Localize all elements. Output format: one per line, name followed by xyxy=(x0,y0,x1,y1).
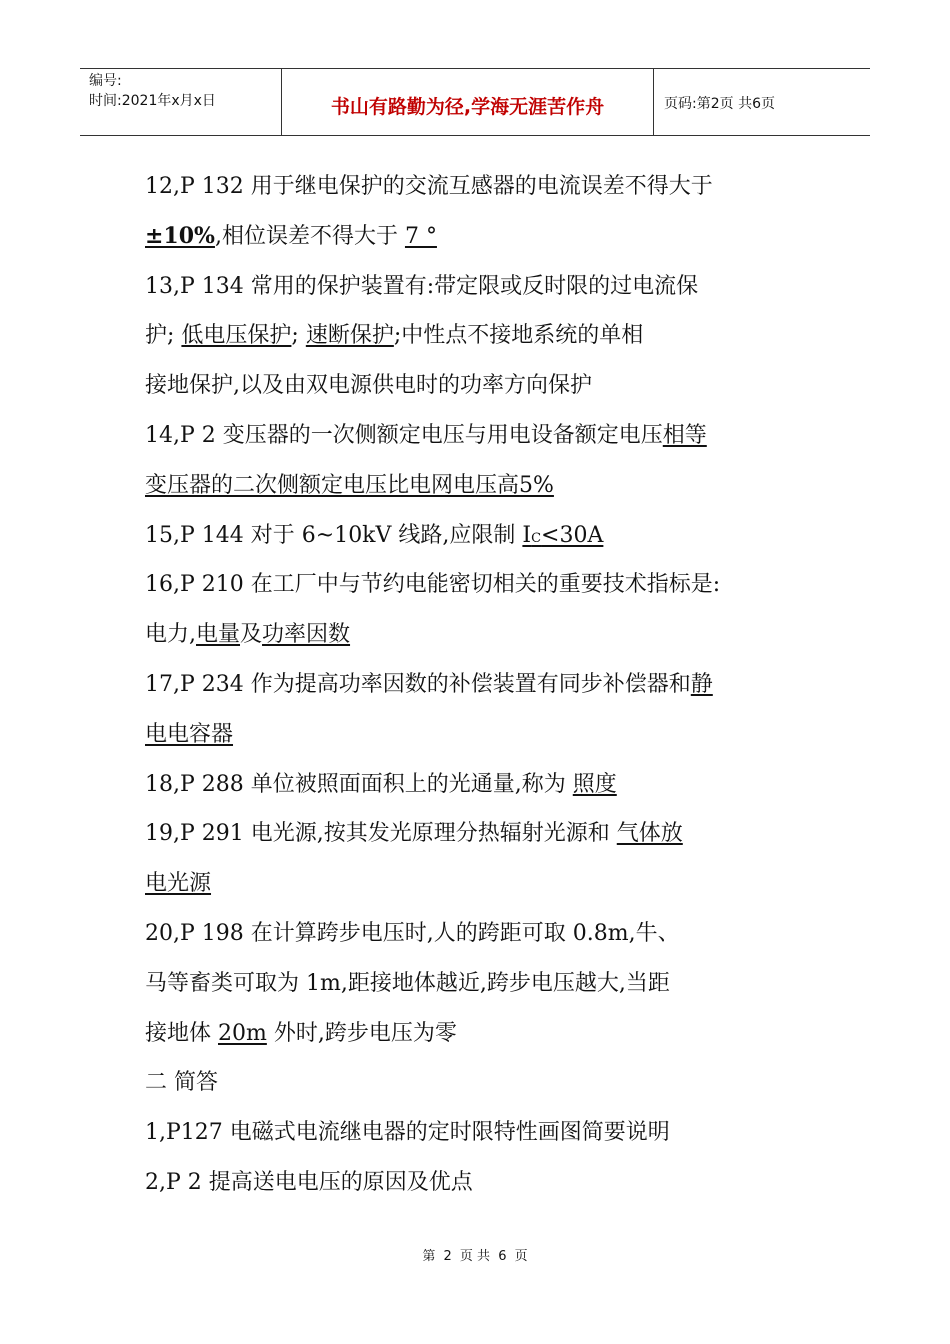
item-14-line-2: 变压器的二次侧额定电压比电网电压高5% xyxy=(145,472,554,498)
item-17-line-2 xyxy=(145,710,825,760)
answer-gas-discharge: 电光源 xyxy=(145,871,212,897)
time-label: 时间:2021年x月x日 xyxy=(89,93,216,109)
item-13-line-1: 13,P 134 常用的保护装置有:带定限或反时限的过电流保 xyxy=(145,273,699,299)
header-meta xyxy=(80,69,282,135)
answer-undervoltage: 低电压保护 xyxy=(181,323,292,349)
answer-instantaneous: 速断保护 xyxy=(305,323,394,349)
header-motto: 书山有路勤为径,学海无涯苦作舟 xyxy=(282,69,654,135)
item-16-line-1: 16,P 210 在工厂中与节约电能密切相关的重要技术指标是: xyxy=(145,572,721,598)
short-answer-1: 1,P127 电磁式电流继电器的定时限特性画图简要说明 xyxy=(145,1120,670,1146)
answer-illuminance: 照度 xyxy=(572,771,617,797)
item-13-line-2: 护; 低电压保护; 速断保护;中性点不接地系统的单相 xyxy=(145,323,644,349)
answer-error: ±10% xyxy=(145,222,215,249)
item-20-line-3: 接地体 20m 外时,跨步电压为零 xyxy=(145,1020,457,1046)
number-label: 编号: xyxy=(89,73,122,89)
short-answer-2: 2,P 2 提高送电电压的原因及优点 xyxy=(145,1169,473,1195)
item-20-line-1: 20,P 198 在计算跨步电压时,人的跨距可取 0.8m,牛、 xyxy=(145,920,680,946)
answer-equal: 相等 xyxy=(662,422,707,448)
page-header xyxy=(80,68,870,136)
item-19-line-2 xyxy=(145,859,825,909)
answer-5pct: 5% xyxy=(519,472,554,498)
page-footer: 第 2 页 共 6 页 xyxy=(422,1249,528,1264)
item-13-line-3: 接地保护,以及由双电源供电时的功率方向保护 xyxy=(145,373,592,399)
item-12-line-2: ±10%,相位误差不得大于 7 ° xyxy=(145,222,437,249)
document-body xyxy=(145,162,825,1208)
answer-capacitor: 电电容器 xyxy=(145,721,234,747)
item-18: 18,P 288 单位被照面面积上的光通量,称为 照度 xyxy=(145,771,617,797)
answer-power-factor: 功率因数 xyxy=(262,622,351,648)
header-page-info: 页码:第2页 共6页 xyxy=(664,96,775,112)
item-16-line-2: 电力,电量及功率因数 xyxy=(145,622,351,648)
item-19-line-1: 19,P 291 电光源,按其发光原理分热辐射光源和 气体放 xyxy=(145,821,683,847)
answer-ic: IC<30A xyxy=(522,522,604,548)
item-15: 15,P 144 对于 6~10kV 线路,应限制 IC<30A xyxy=(145,522,604,548)
answer-20m: 20m xyxy=(218,1020,267,1046)
section-heading: 二 简答 xyxy=(145,1070,218,1096)
item-20-line-2: 马等畜类可取为 1m,距接地体越近,跨步电压越大,当距 xyxy=(145,970,670,996)
answer-phase: 7 ° xyxy=(404,223,437,249)
item-17-line-1: 17,P 234 作为提高功率因数的补偿装置有同步补偿器和静 xyxy=(145,671,713,697)
item-12-line-1: 12,P 132 用于继电保护的交流互感器的电流误差不得大于 xyxy=(145,174,713,199)
answer-energy: 电量 xyxy=(196,622,241,648)
item-14-line-1: 14,P 2 变压器的一次侧额定电压与用电设备额定电压相等 xyxy=(145,422,707,448)
